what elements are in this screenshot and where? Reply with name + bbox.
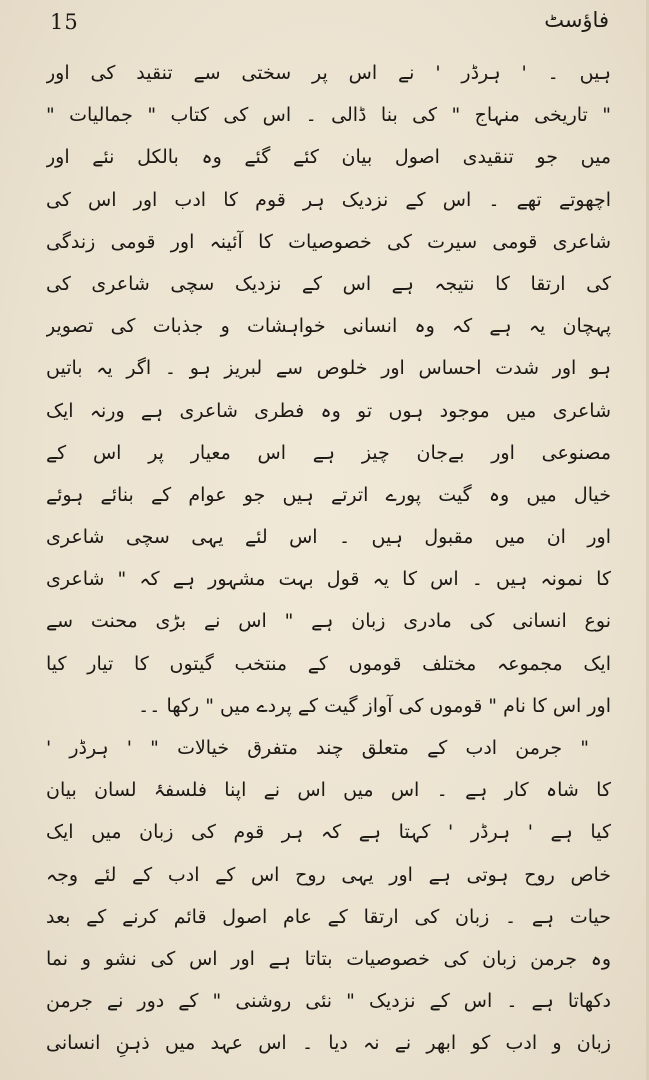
text-line: دکھاتا ہے ۔ اس کے نزدیک " نئی روشنی " کے دور نے جرمن — [46, 990, 611, 1013]
text-line: میں جو تنقیدی اصول بیان کئے گئے وہ بالکل نئے اور — [46, 146, 611, 169]
page-header — [0, 6, 649, 40]
text-line: مصنوعی اور بےجان چیز ہے اس معیار پر اس کے — [46, 441, 611, 464]
text-line: اور ان میں مقبول ہیں ۔ اس لئے یہی سچی شاعری — [46, 526, 611, 549]
text-line: اور اس کا نام " قوموں کی آواز گیت کے پردے میں " رکھا ۔۔ — [138, 694, 611, 717]
text-line: کا نمونہ ہیں ۔ اس کا یہ قول بہت مشہور ہے کہ " شاعری — [46, 568, 611, 591]
text-line: زبان و ادب کو ابھر نے نہ دیا ۔ اس عہد میں ذہنِ انسانی — [46, 1032, 611, 1055]
running-head: فاؤسٹ — [544, 8, 609, 32]
text-line: کا شاہ کار ہے ۔ اس میں اس نے اپنا فلسفۂ لسان بیان — [46, 779, 611, 802]
text-line: شاعری قومی سیرت کی خصوصیات کا آئینہ اور قومی زندگی — [46, 230, 611, 253]
text-line: " تاریخی منہاج " کی بنا ڈالی ۔ اس کی کتاب " جمالیات " — [46, 104, 611, 127]
text-line: پہچان یہ ہے کہ وہ انسانی خواہشات و جذبات کی تصویر — [46, 315, 611, 338]
text-line: خیال میں وہ گیت پورے اترتے ہیں جو عوام کے بنائے ہوئے — [46, 483, 611, 506]
text-line: کی ارتقا کا نتیجہ ہے اس کے نزدیک سچی شاعری کی — [46, 272, 611, 295]
body-text — [46, 52, 611, 1080]
text-line: ہو اور شدت احساس اور خلوص سے لبریز ہو ۔ اگر یہ باتیں — [46, 357, 611, 380]
text-line: کیا ہے ' ہرڈر ' کہتا ہے کہ ہر قوم کی زبان میں ایک — [46, 821, 611, 844]
text-line: شاعری میں موجود ہوں تو وہ فطری شاعری ہے ورنہ ایک — [46, 399, 611, 422]
page-number: 15 — [50, 10, 79, 34]
text-line: خاص روح ہوتی ہے اور یہی روح اس کے ادب کے لئے وجہ — [46, 863, 611, 886]
text-line: حیات ہے ۔ زبان کی ارتقا کے عام اصول قائم کرنے کے بعد — [46, 905, 611, 928]
text-line: اچھوتے تھے ۔ اس کے نزدیک ہر قوم کا ادب اور اس کی — [46, 188, 611, 211]
text-line: ایک مجموعہ مختلف قوموں کے منتخب گیتوں کا تیار کیا — [46, 652, 611, 675]
text-line: وہ جرمن زبان کی خصوصیات بتاتا ہے اور اس کی نشو و نما — [46, 947, 611, 970]
text-line: نوع انسانی کی مادری زبان ہے " اس نے بڑی محنت سے — [46, 610, 611, 633]
text-line: ہیں ۔ ' ہرڈر ' نے اس پر سختی سے تنقید کی اور — [46, 62, 611, 84]
text-line: " جرمن ادب کے متعلق چند متفرق خیالات " ' ہرڈر ' — [46, 737, 589, 759]
